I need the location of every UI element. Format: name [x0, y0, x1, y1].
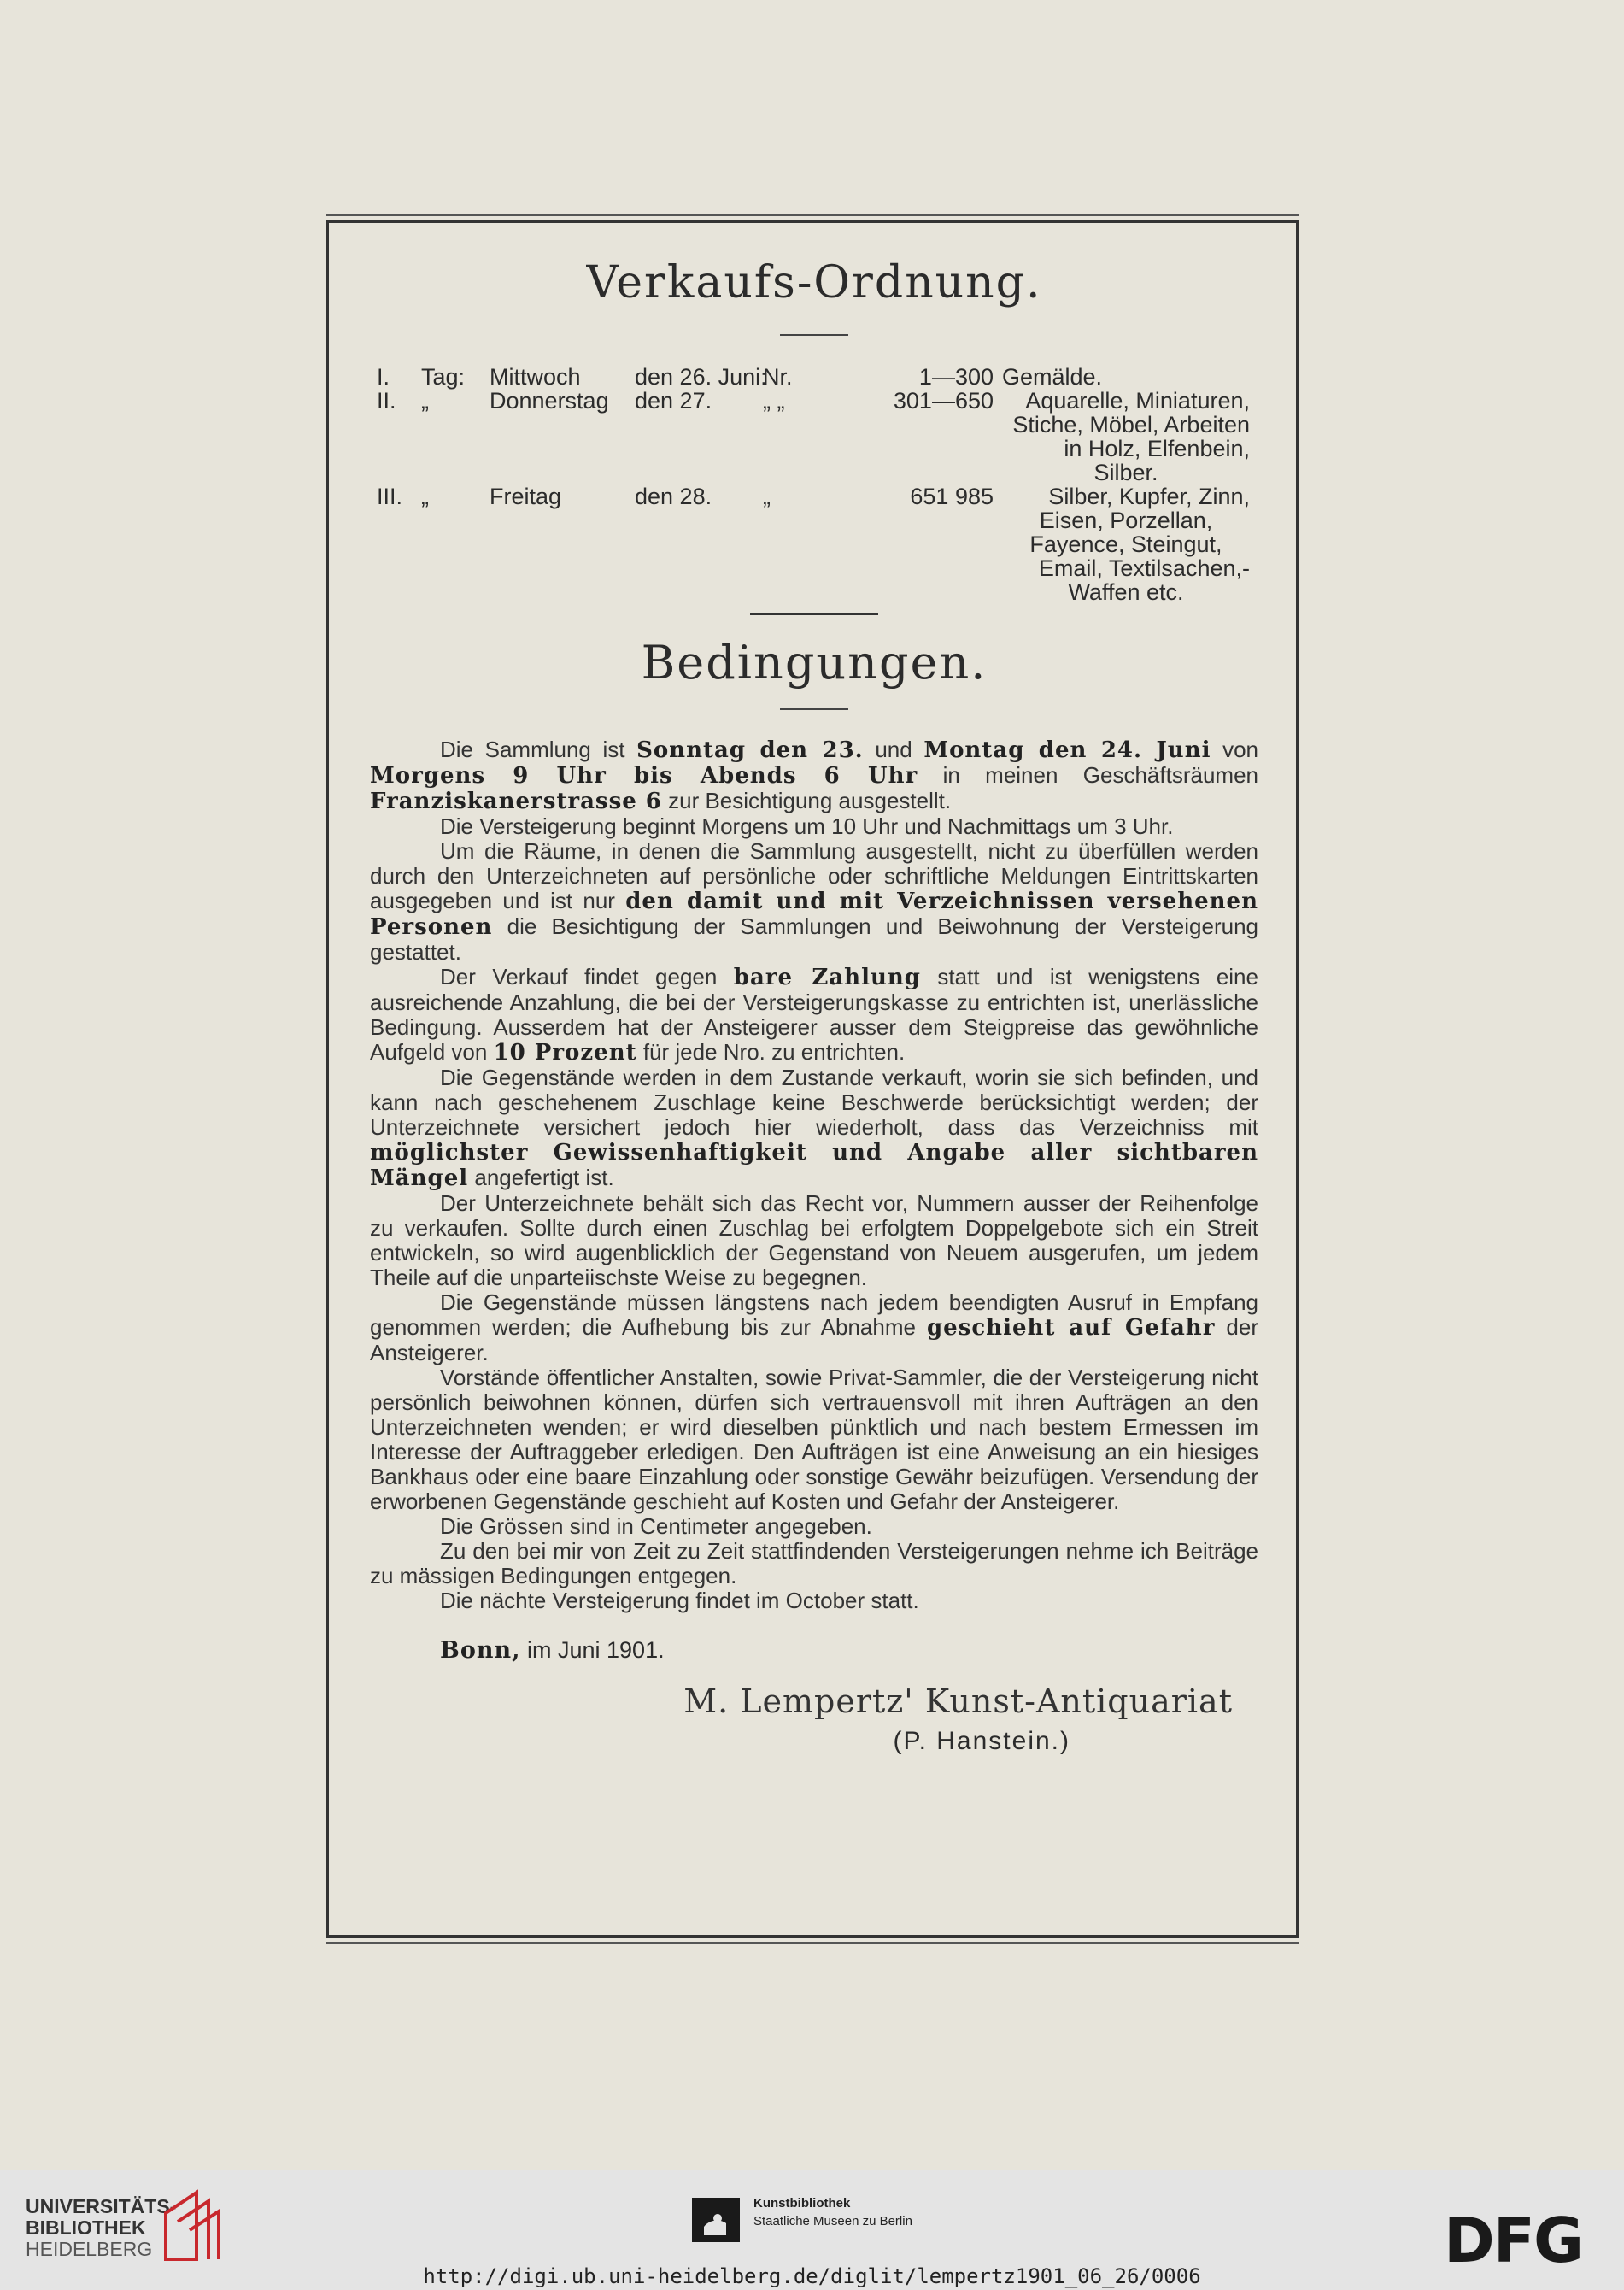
schedule-num: II. [377, 388, 396, 414]
schedule-range: 651 985 [910, 484, 994, 509]
schedule-nr: Nr. [763, 364, 793, 390]
schedule-day: Freitag [490, 484, 562, 509]
bold-run: Montag den 24. Juni [923, 737, 1211, 763]
text-run: angefertigt ist. [468, 1165, 614, 1190]
sale-schedule [370, 365, 1258, 604]
ub-emblem-icon [162, 2187, 224, 2264]
schedule-range: 1—300 [918, 364, 994, 390]
text-run: für jede Nro. zu entrichten. [636, 1039, 906, 1065]
title-rule [780, 334, 848, 336]
schedule-desc: Aquarelle, Miniaturen, [1025, 388, 1250, 414]
text-run: Der Verkauf findet gegen [440, 964, 734, 989]
schedule-desc: in Holz, Elfenbein, [1064, 436, 1250, 461]
schedule-num: I. [377, 364, 390, 390]
text-frame [326, 220, 1299, 1938]
bold-run: den damit und mit Verzeichnissen versehenen Personen [370, 889, 1258, 940]
schedule-tag: Tag: [421, 364, 466, 390]
schedule-date: den 28. [635, 484, 712, 509]
frame-content [370, 223, 1258, 1756]
schedule-row-3 [370, 484, 1258, 508]
paragraph-payment [370, 965, 1258, 1066]
conditions-heading: Bedingungen. [641, 636, 988, 690]
paragraph-sizes: Die Grössen sind in Centimeter angegeben. [440, 1513, 872, 1539]
schedule-desc: Waffen etc. [1068, 579, 1184, 605]
section-rule [750, 613, 878, 615]
schedule-range: 301—650 [893, 388, 994, 414]
schedule-tag: „ [421, 484, 429, 509]
text-run: Um die Räume, in denen die Sammlung ausgestellt, nicht zu überfüllen werden durch den Unterzeichneten auf persönliche oder schriftliche Meldungen Eintrittskarten ausgegeben und ist nur [370, 838, 1258, 913]
ub-logo-line: BIBLIOTHEK [26, 2217, 146, 2239]
firm-name: M. Lempertz' Kunst-Antiquariat [683, 1682, 1233, 1720]
paragraph-contributions: Zu den bei mir von Zeit zu Zeit stattfindenden Versteigerungen nehme ich Beiträge zu mässigen Bedingungen entgegen. [370, 1538, 1258, 1588]
kb-line: Kunstbibliothek [753, 2196, 851, 2211]
text-run: statt und ist wenigstens eine ausreichende Anzahlung, die bei der Versteigerungskasse zu entrichten ist, unerlässliche Bedingung. Ausserdem hat der Ansteigerer ausser dem Steigpreise das gewöhnliche Aufgeld von [370, 964, 1258, 1065]
bold-run: Sonntag den 23. [636, 737, 864, 763]
schedule-row-2-cont [370, 461, 1258, 484]
schedule-date: den 26. Juni: [635, 364, 767, 390]
schedule-row-2-cont [370, 413, 1258, 437]
page-title: Verkaufs-Ordnung. [586, 257, 1042, 308]
ub-logo-line: UNIVERSITÄTS- [26, 2195, 177, 2217]
text-run: im Juni 1901. [520, 1637, 665, 1663]
text-run: Die Sammlung ist [440, 737, 637, 762]
bold-run: Franziskanerstrasse 6 [370, 789, 662, 814]
paragraph-condition [370, 1066, 1258, 1191]
kb-line: Staatliche Museen zu Berlin [753, 2214, 912, 2228]
paragraph-pickup [370, 1290, 1258, 1365]
schedule-desc: Gemälde. [1002, 364, 1103, 390]
ub-heidelberg-logo[interactable] [26, 2196, 176, 2260]
ub-logo-line: HEIDELBERG [26, 2238, 153, 2260]
schedule-desc: Fayence, Steingut, [1029, 531, 1222, 557]
text-run: Die Gegenstände werden in dem Zustande verkauft, worin sie sich befinden, und kann nach geschehenem Zuschlage keine Beschwerde berücksichtigt werden; der Unterzeichnete versichert jedoch hier wiederholt, dass das Verzeichniss mit [370, 1065, 1258, 1140]
paragraph-viewing [370, 737, 1258, 814]
place-date [370, 1637, 1258, 1664]
kb-emblem-icon [692, 2198, 740, 2242]
schedule-nr: „ „ [763, 388, 785, 414]
schedule-day: Mittwoch [490, 364, 581, 390]
firm-owner: (P. Hanstein.) [893, 1727, 1070, 1755]
conditions-text [370, 737, 1258, 1613]
schedule-day: Donnerstag [490, 388, 609, 414]
bold-run: möglichster Gewissenhaftigkeit und Angabe aller sichtbaren Mängel [370, 1140, 1258, 1191]
schedule-row-3-cont [370, 556, 1258, 580]
schedule-row-2 [370, 389, 1258, 413]
schedule-row-2-cont [370, 437, 1258, 461]
schedule-date: den 27. [635, 388, 712, 414]
paragraph-next-sale: Die nächte Versteigerung findet im October statt. [440, 1588, 919, 1613]
schedule-desc: Stiche, Möbel, Arbeiten [1012, 412, 1250, 437]
text-run: von [1211, 737, 1258, 762]
kb-text [753, 2194, 1010, 2230]
schedule-desc: Eisen, Porzellan, [1039, 508, 1213, 533]
bold-run: 10 Prozent [493, 1040, 637, 1066]
text-run: und [863, 737, 924, 762]
page-url[interactable]: http://digi.ub.uni-heidelberg.de/diglit/lempertz1901_06_26/0006 [423, 2264, 1201, 2288]
paragraph-start: Die Versteigerung beginnt Morgens um 10 Uhr und Nachmittags um 3 Uhr. [440, 813, 1174, 839]
schedule-row-3-cont [370, 508, 1258, 532]
bold-run: Morgens 9 Uhr bis Abends 6 Uhr [370, 763, 918, 789]
schedule-nr: „ [763, 484, 771, 509]
text-run: Die Gegenstände müssen längstens nach jedem beendigten Ausruf in Empfang genommen werden; die Aufhebung bis zur Abnahme [370, 1289, 1258, 1340]
text-run: in meinen Geschäftsräumen [918, 762, 1258, 788]
schedule-desc: Email, Textilsachen,- [1038, 555, 1250, 581]
dfg-logo[interactable]: DFG [1444, 2205, 1583, 2276]
schedule-desc: Silber. [1093, 460, 1158, 485]
text-run: der Ansteigerer. [370, 1314, 1259, 1365]
paragraph-tickets [370, 839, 1258, 965]
bold-run: geschieht auf Gefahr [926, 1315, 1216, 1341]
text-run: zur Besichtigung ausgestellt. [661, 788, 952, 813]
schedule-row-3-cont [370, 580, 1258, 604]
footer-bar [0, 2170, 1624, 2290]
paragraph-commissions: Vorstände öffentlicher Anstalten, sowie Privat-Sammler, die der Versteigerung nicht persönlich beiwohnen können, dürfen sich vertrauensvoll mit ihren Aufträgen an den Unterzeichneten wenden; er wird dieselben pünktlich und nach bestem Ermessen im Interesse der Auftraggeber erledigen. Den Aufträgen ist eine Anweisung an ein hiesiges Bankhaus oder eine baare Einzahlung oder sonstige Gewähr beizufügen. Versendung der erworbenen Gegenstände geschieht auf Kosten und Gefahr der Ansteigerer. [370, 1365, 1258, 1514]
text-run: die Besichtigung der Sammlungen und Beiwohnung der Versteigerung gestattet. [370, 913, 1258, 965]
paragraph-order: Der Unterzeichnete behält sich das Recht vor, Nummern ausser der Reihenfolge zu verkaufen. Sollte durch einen Zuschlag bei erfolgtem Doppelgebote sich ein Streit entwickeln, so wird augenblicklich der Gegenstand von Neuem ausgerufen, um jedem Theile auf die unparteiischste Weise zu begegnen. [370, 1190, 1258, 1290]
schedule-num: III. [377, 484, 403, 509]
schedule-row-3-cont [370, 532, 1258, 556]
schedule-desc: Silber, Kupfer, Zinn, [1048, 484, 1250, 509]
bold-run: Bonn, [440, 1637, 521, 1664]
schedule-tag: „ [421, 388, 429, 414]
bold-run: bare Zahlung [733, 965, 921, 990]
schedule-row-1 [370, 365, 1258, 389]
heading-rule [780, 708, 848, 710]
